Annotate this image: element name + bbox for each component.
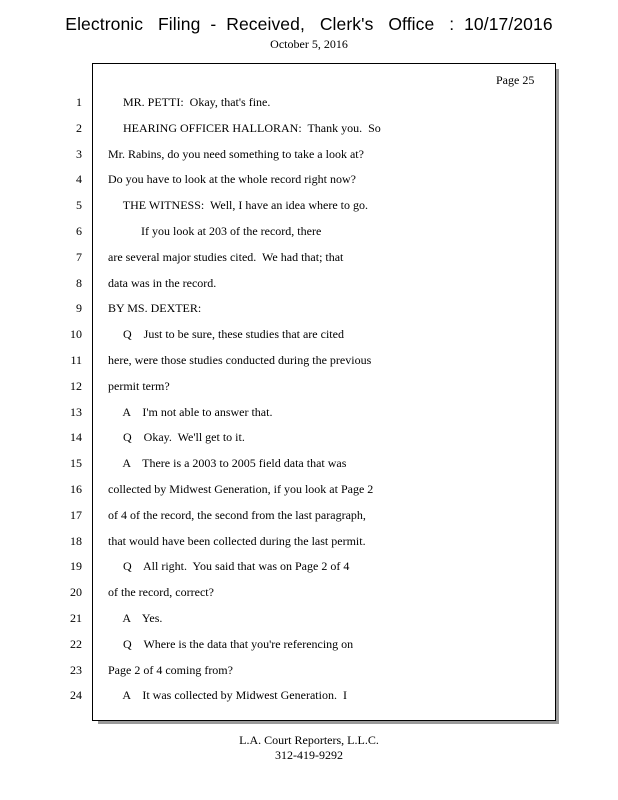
page-shadow-right — [556, 69, 559, 724]
line-number: 3 — [76, 146, 82, 161]
line-number: 5 — [76, 198, 82, 213]
transcript-date: October 5, 2016 — [270, 37, 348, 51]
transcript-line: Mr. Rabins, do you need something to take a look at? — [108, 146, 364, 161]
transcript-line: permit term? — [108, 378, 170, 393]
transcript-line: are several major studies cited. We had that; that — [108, 249, 344, 264]
transcript-line: Q Okay. We'll get to it. — [108, 430, 245, 445]
transcript-line: data was in the record. — [108, 275, 217, 290]
transcript-line: Do you have to look at the whole record right now? — [108, 172, 356, 187]
transcript-line: A It was collected by Midwest Generation. I — [108, 688, 347, 703]
line-number: 15 — [70, 456, 82, 471]
line-number: 16 — [70, 481, 82, 496]
line-number: 21 — [70, 610, 82, 625]
line-number-column — [56, 94, 82, 713]
transcript-line: If you look at 203 of the record, there — [108, 223, 322, 238]
transcript-line: BY MS. DEXTER: — [108, 301, 202, 316]
transcript-text — [108, 94, 548, 713]
line-number: 12 — [70, 378, 82, 393]
line-number: 9 — [76, 301, 82, 316]
page-number: Page 25 — [496, 73, 535, 87]
line-number: 6 — [76, 223, 82, 238]
line-number: 20 — [70, 585, 82, 600]
line-number: 8 — [76, 275, 82, 290]
line-number: 19 — [70, 559, 82, 574]
line-number: 7 — [76, 249, 82, 264]
line-number: 18 — [70, 533, 82, 548]
transcript-line: Page 2 of 4 coming from? — [108, 662, 233, 677]
transcript-line: here, were those studies conducted during the previous — [108, 352, 372, 367]
line-number: 24 — [70, 688, 82, 703]
line-number: 2 — [76, 120, 82, 135]
transcript-line: Q Where is the data that you're referencing on — [108, 636, 354, 651]
page-shadow-bottom — [98, 721, 559, 724]
transcript-line: HEARING OFFICER HALLORAN: Thank you. So — [108, 120, 381, 135]
filing-stamp: Electronic Filing - Received, Clerk's Office : 10/17/2016 — [65, 14, 553, 34]
line-number: 14 — [70, 430, 82, 445]
line-number: 11 — [70, 352, 82, 367]
transcript-line: Q All right. You said that was on Page 2 of 4 — [108, 559, 350, 574]
transcript-line: of the record, correct? — [108, 585, 214, 600]
transcript-line: THE WITNESS: Well, I have an idea where to go. — [108, 198, 368, 213]
transcript-line: A There is a 2003 to 2005 field data that was — [108, 456, 347, 471]
transcript-line: of 4 of the record, the second from the last paragraph, — [108, 507, 366, 522]
transcript-line: MR. PETTI: Okay, that's fine. — [108, 95, 271, 109]
transcript-line: A I'm not able to answer that. — [108, 404, 273, 419]
line-number: 23 — [70, 662, 82, 677]
line-number: 10 — [70, 327, 82, 342]
line-number: 4 — [76, 172, 82, 187]
transcript-line: collected by Midwest Generation, if you look at Page 2 — [108, 481, 374, 496]
line-number: 13 — [70, 404, 82, 419]
transcript-line: A Yes. — [108, 610, 163, 625]
reporter-company: L.A. Court Reporters, L.L.C. — [239, 733, 379, 747]
reporter-phone: 312-419-9292 — [275, 748, 343, 762]
line-number: 1 — [76, 95, 82, 109]
line-number: 17 — [70, 507, 82, 522]
transcript-line: that would have been collected during the last permit. — [108, 533, 366, 548]
transcript-line: Q Just to be sure, these studies that are cited — [108, 327, 344, 342]
line-number: 22 — [70, 636, 82, 651]
